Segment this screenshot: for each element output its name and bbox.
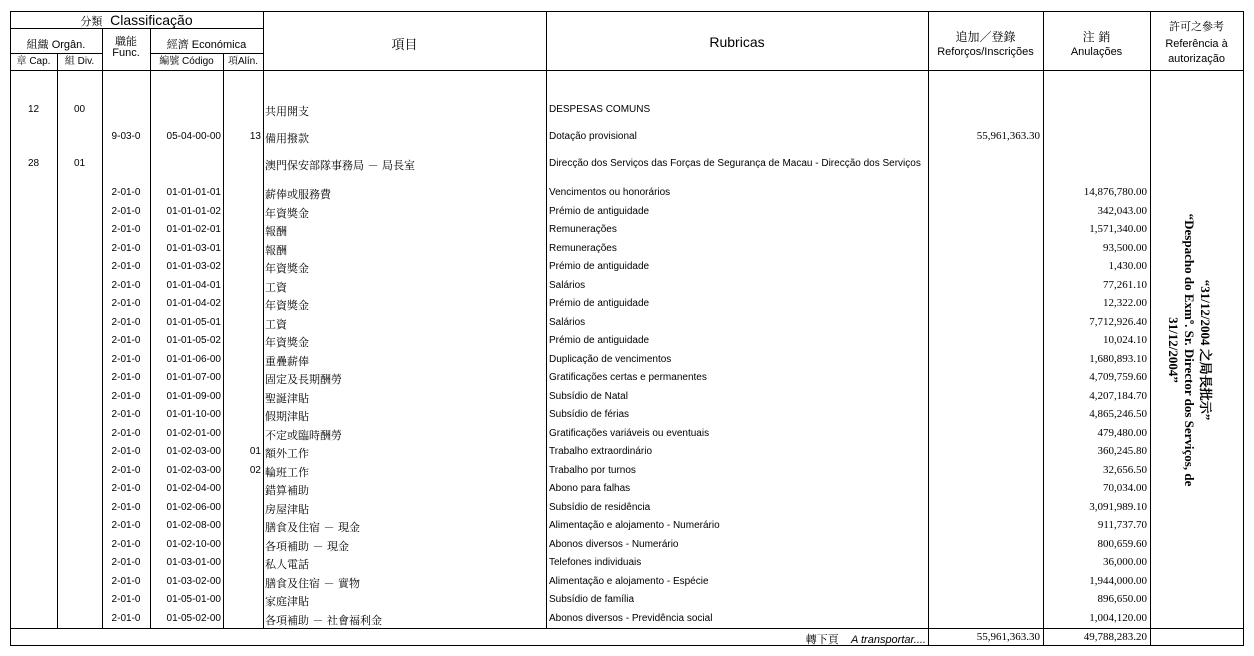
cell-code: 01-01-09-00 <box>166 390 221 402</box>
cell-rubrica: DESPESAS COMUNS <box>549 104 651 115</box>
cell-code: 01-05-01-00 <box>166 594 221 605</box>
cell-anulacoes: 4,709,759.60 <box>1089 371 1147 383</box>
transport-cn: 轉下頁 <box>805 633 839 646</box>
cell-alin: 02 <box>249 464 261 476</box>
reference-line-1: “31/12/2004 之局長批示” <box>1198 279 1213 421</box>
cell-item: 工資 <box>265 317 287 331</box>
cell-func: 2-01-0 <box>111 520 141 531</box>
cell-rubrica: Prémio de antiguidade <box>549 335 650 346</box>
cell-div: 01 <box>73 158 86 169</box>
cell-code: 01-02-06-00 <box>166 501 221 513</box>
cell-func: 2-01-0 <box>111 261 141 272</box>
cell-func: 2-01-0 <box>111 575 141 587</box>
cell-rubrica: Subsídio de residência <box>549 501 651 513</box>
cell-rubrica: Alimentação e alojamento - Numerário <box>549 520 720 531</box>
cell-anulacoes: 4,207,184.70 <box>1089 389 1147 402</box>
cell-func: 2-01-0 <box>111 538 141 550</box>
cell-func: 2-01-0 <box>111 612 141 624</box>
anulacoes-heading-pt: Anulações <box>1070 46 1123 58</box>
cell-func: 2-01-0 <box>111 316 141 328</box>
cell-anulacoes: 1,944,000.00 <box>1089 574 1147 587</box>
cell-anulacoes: 1,680,893.10 <box>1089 352 1147 365</box>
cell-anulacoes: 1,004,120.00 <box>1089 611 1147 624</box>
ref-heading-cn: 許可之參考 <box>1169 20 1224 33</box>
cell-alin: 13 <box>249 131 261 142</box>
cell-rubrica: Direcção dos Serviços das Forças de Segurança de Macau - Direcção dos Serviços <box>549 158 921 169</box>
cell-anulacoes: 14,876,780.00 <box>1083 186 1147 198</box>
cell-anulacoes: 1,430.00 <box>1108 260 1147 272</box>
cell-anulacoes: 479,480.00 <box>1097 426 1147 439</box>
cell-rubrica: Prémio de antiguidade <box>549 298 650 309</box>
cell-func: 2-01-0 <box>111 427 141 439</box>
cell-item: 輪班工作 <box>265 465 309 479</box>
cell-rubrica: Subsídio de família <box>549 594 635 605</box>
cell-func: 2-01-0 <box>111 409 141 420</box>
cell-div: 00 <box>73 104 86 115</box>
cell-code: 01-01-10-00 <box>166 409 221 420</box>
cell-func: 2-01-0 <box>111 224 141 235</box>
cell-alin: 01 <box>249 446 261 457</box>
cell-code: 01-03-02-00 <box>166 575 221 587</box>
cell-rubrica: Prémio de antiguidade <box>549 261 650 272</box>
cell-item: 工資 <box>265 280 287 294</box>
cell-func: 2-01-0 <box>111 205 141 217</box>
cell-item: 澳門保安部隊事務局 － 局長室 <box>265 159 415 172</box>
cell-code: 01-01-03-01 <box>166 242 221 254</box>
cell-code: 01-01-06-00 <box>166 353 221 365</box>
cell-item: 假期津貼 <box>265 410 309 423</box>
cell-func: 2-01-0 <box>111 501 141 513</box>
cell-func: 2-01-0 <box>111 594 141 605</box>
cell-rubrica: Subsídio de férias <box>549 409 630 420</box>
cell-cap: 28 <box>27 158 40 169</box>
cell-anulacoes: 32,656.50 <box>1103 463 1147 476</box>
reforcos-heading-pt: Reforços/Inscrições <box>937 46 1034 58</box>
cell-func: 2-01-0 <box>111 483 141 494</box>
cell-rubrica: Duplicação de vencimentos <box>549 353 672 365</box>
cell-anulacoes: 12,322.00 <box>1103 297 1147 309</box>
cell-item: 各項補助 － 社會福利金 <box>265 613 382 627</box>
cell-rubrica: Abono para falhas <box>549 483 631 494</box>
div-label-pt: Div. <box>77 56 95 67</box>
cell-item: 額外工作 <box>265 447 309 460</box>
cell-code: 01-02-03-00 <box>166 464 221 476</box>
cell-item: 膳食及住宿 － 現金 <box>265 521 360 534</box>
cell-func: 2-01-0 <box>111 187 141 198</box>
cell-item: 年資獎金 <box>265 336 309 349</box>
cell-code: 01-02-03-00 <box>166 446 221 457</box>
code-label: 編號 Código <box>159 56 214 67</box>
cell-anulacoes: 896,650.00 <box>1097 593 1147 605</box>
cell-code: 01-01-04-02 <box>166 298 221 309</box>
cell-code: 01-01-03-02 <box>166 261 221 272</box>
cell-item: 聖誕津貼 <box>265 391 309 405</box>
div-label <box>57 56 102 68</box>
cell-anulacoes: 3,091,989.10 <box>1089 500 1147 513</box>
cell-rubrica: Dotação provisional <box>549 131 637 142</box>
cell-rubrica: Trabalho extraordinário <box>549 446 653 457</box>
cell-anulacoes: 93,500.00 <box>1103 241 1147 254</box>
cell-item: 房屋津貼 <box>265 502 309 516</box>
cell-anulacoes: 800,659.60 <box>1097 537 1147 550</box>
func-label-pt: Func. <box>112 47 140 59</box>
cell-item: 不定或臨時酬勞 <box>265 428 342 442</box>
cell-rubrica: Gratificações certas e permanentes <box>549 372 707 383</box>
cell-anulacoes: 36,000.00 <box>1103 556 1147 568</box>
cell-func: 2-01-0 <box>111 464 141 476</box>
cell-rubrica: Alimentação e alojamento - Espécie <box>549 575 709 587</box>
organic-label: 組織 Orgân. <box>26 39 86 51</box>
authorization-reference <box>1135 160 1243 540</box>
transport-label <box>700 631 926 647</box>
reforcos-heading-cn: 追加／登錄 <box>955 30 1016 44</box>
item-heading: 項目 <box>391 38 418 53</box>
cell-item: 家庭津貼 <box>265 595 309 608</box>
cell-rubrica: Prémio de antiguidade <box>549 205 650 217</box>
cell-anulacoes: 342,043.00 <box>1097 204 1147 217</box>
cell-anulacoes: 360,245.80 <box>1097 445 1147 457</box>
cell-anulacoes: 77,261.10 <box>1103 278 1147 291</box>
cell-func: 2-01-0 <box>111 557 141 568</box>
cell-anulacoes: 1,571,340.00 <box>1089 223 1147 235</box>
cell-func: 2-01-0 <box>111 242 141 254</box>
cell-item: 年資獎金 <box>265 206 309 220</box>
authorization-reference-text <box>1165 214 1213 487</box>
cell-anulacoes: 70,034.00 <box>1103 482 1147 494</box>
cell-func: 9-03-0 <box>111 131 141 142</box>
cell-rubrica: Salários <box>549 316 586 328</box>
anulacoes-heading-cn: 注 銷 <box>1082 30 1111 44</box>
anulacoes-total: 49,788,283.20 <box>1083 631 1147 643</box>
cell-item: 備用撥款 <box>265 132 309 145</box>
cell-code: 01-01-05-01 <box>166 316 221 328</box>
cell-code: 01-02-08-00 <box>166 520 221 531</box>
cell-item: 膳食及住宿 － 實物 <box>265 576 360 590</box>
cell-code: 01-01-04-01 <box>166 279 221 291</box>
cell-func: 2-01-0 <box>111 390 141 402</box>
cell-func: 2-01-0 <box>111 298 141 309</box>
alin-label: 項Alín. <box>227 56 258 67</box>
cell-code: 01-01-01-02 <box>166 205 221 217</box>
reforcos-total: 55,961,363.30 <box>976 631 1040 643</box>
cell-anulacoes: 911,737.70 <box>1097 519 1147 531</box>
transport-pt: A transportar.... <box>851 634 926 646</box>
cell-item: 各項補助 － 現金 <box>265 539 349 553</box>
cell-rubrica: Gratificações variáveis ou eventuais <box>549 427 710 439</box>
cap-label: 章 Cap. <box>16 56 51 67</box>
cell-rubrica: Subsídio de Natal <box>549 390 628 402</box>
cell-func: 2-01-0 <box>111 279 141 291</box>
cell-cap: 12 <box>27 104 40 115</box>
cell-anulacoes: 10,024.10 <box>1103 334 1147 346</box>
func-label-cn: 職能 <box>115 36 137 48</box>
cell-func: 2-01-0 <box>111 372 141 383</box>
cell-rubrica: Trabalho por turnos <box>549 464 636 476</box>
classification-cn: 分類 <box>80 15 103 28</box>
cell-code: 01-01-02-01 <box>166 224 221 235</box>
cell-code: 01-02-04-00 <box>166 483 221 494</box>
cell-anulacoes: 4,865,246.50 <box>1089 408 1147 420</box>
cell-rubrica: Telefones individuais <box>549 557 642 568</box>
div-label-cn: 組 <box>64 56 75 67</box>
reference-line-2: “Despacho do Exmº. Sr. Director dos Serviços, de <box>1182 213 1197 487</box>
cell-code: 01-01-07-00 <box>166 372 221 383</box>
cell-item: 重疊薪俸 <box>265 354 309 368</box>
cell-item: 年資獎金 <box>265 299 309 312</box>
cell-code: 01-01-01-01 <box>166 187 221 198</box>
cell-reforcos: 55,961,363.30 <box>976 130 1040 142</box>
cell-item: 共用開支 <box>265 105 309 118</box>
cell-func: 2-01-0 <box>111 335 141 346</box>
cell-rubrica: Remunerações <box>549 242 617 254</box>
classification-pt: Classificação <box>110 12 193 28</box>
cell-code: 01-05-02-00 <box>166 612 221 624</box>
ref-heading-pt2: autorização <box>1168 53 1225 65</box>
cell-item: 年資獎金 <box>265 262 309 275</box>
classification-heading <box>10 12 263 29</box>
cell-code: 05-04-00-00 <box>166 131 221 142</box>
cell-func: 2-01-0 <box>111 353 141 365</box>
cell-rubrica: Abonos diversos - Previdência social <box>549 612 713 624</box>
cell-item: 報酬 <box>265 243 287 257</box>
cell-rubrica: Salários <box>549 279 586 291</box>
cell-code: 01-03-01-00 <box>166 557 221 568</box>
rubricas-heading: Rubricas <box>709 34 765 50</box>
cell-item: 私人電話 <box>265 558 309 571</box>
ref-heading-pt1: Referência à <box>1165 38 1228 50</box>
cell-item: 薪俸或服務費 <box>265 188 331 201</box>
cell-rubrica: Remunerações <box>549 224 617 235</box>
cell-item: 固定及長期酬勞 <box>265 373 342 386</box>
cell-func: 2-01-0 <box>111 446 141 457</box>
cell-rubrica: Vencimentos ou honorários <box>549 187 671 198</box>
cell-code: 01-02-10-00 <box>166 538 221 550</box>
cell-item: 報酬 <box>265 225 287 238</box>
cell-code: 01-01-05-02 <box>166 335 221 346</box>
cell-item: 錯算補助 <box>265 484 309 497</box>
economic-label: 經濟 Económica <box>166 39 247 51</box>
reference-line-3: 31/12/2004” <box>1166 317 1181 383</box>
cell-anulacoes: 7,712,926.40 <box>1089 315 1147 328</box>
cell-rubrica: Abonos diversos - Numerário <box>549 538 679 550</box>
cell-code: 01-02-01-00 <box>166 427 221 439</box>
